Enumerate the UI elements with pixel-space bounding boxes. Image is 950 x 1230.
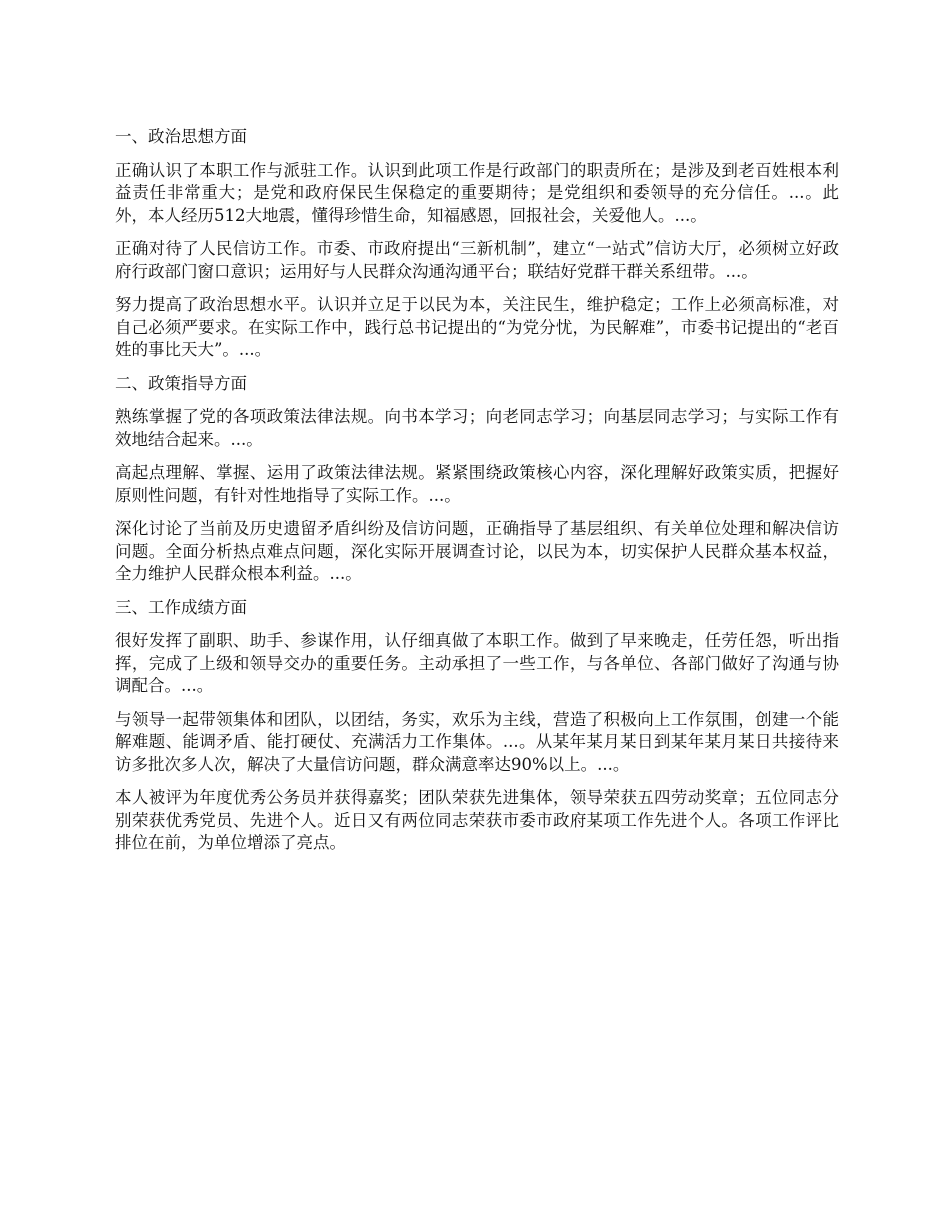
- paragraph: 深化讨论了当前及历史遗留矛盾纠纷及信访问题，正确指导了基层组织、有关单位处理和解决信访问题。全面分析热点难点问题，深化实际开展调查讨论，以民为本，切实保护人民群众基本权益，全力维护人民群众根本利益。...。: [115, 519, 839, 583]
- paragraph: 与领导一起带领集体和团队，以团结，务实，欢乐为主线，营造了积极向上工作氛围，创建一个能解难题、能调矛盾、能打硬仗、充满活力工作集体。...。从某年某月某日到某年某月某日共接待来访多批次多人次，解决了大量信访问题，群众满意率达90%以上。...。: [115, 709, 839, 774]
- paragraph: 很好发挥了副职、助手、参谋作用，认仔细真做了本职工作。做到了早来晚走，任劳任怨，听出指挥，完成了上级和领导交办的重要任务。主动承担了一些工作，与各单位、各部门做好了沟通与协调配合。...。: [115, 631, 839, 695]
- section-achievements: [115, 597, 839, 855]
- section-heading: 三、工作成绩方面: [115, 597, 247, 617]
- paragraph: 熟练掌握了党的各项政策法律法规。向书本学习；向老同志学习；向基层同志学习；与实际工作有效地结合起来。...。: [115, 407, 839, 449]
- section-heading: 一、政治思想方面: [115, 127, 247, 146]
- paragraph: 高起点理解、掌握、运用了政策法律法规。紧紧围绕政策核心内容，深化理解好政策实质，把握好原则性问题，有针对性地指导了实际工作。...。: [115, 463, 839, 505]
- paragraph: 正确对待了人民信访工作。市委、市政府提出“三新机制”，建立“一站式”信访大厅，必须树立好政府行政部门窗口意识；运用好与人民群众沟通沟通平台；联结好党群干群关系纽带。...。: [115, 239, 839, 281]
- section-heading: 二、政策指导方面: [115, 373, 247, 393]
- paragraph: 努力提高了政治思想水平。认识并立足于以民为本，关注民生，维护稳定；工作上必须高标准，对自己必须严要求。在实际工作中，践行总书记提出的“为党分忧，为民解难”，市委书记提出的“老百姓的事比天大”。...。: [115, 295, 839, 359]
- section-policy: [115, 373, 839, 586]
- paragraph: 正确认识了本职工作与派驻工作。认识到此项工作是行政部门的职责所在；是涉及到老百姓根本利益责任非常重大；是党和政府保民生保稳定的重要期待；是党组织和委领导的充分信任。...。此外，本人经历512大地震，懂得珍惜生命，知福感恩，回报社会，关爱他人。...。: [115, 160, 839, 225]
- section-political: [115, 126, 839, 362]
- paragraph: 本人被评为年度优秀公务员并获得嘉奖；团队荣获先进集体，领导荣获五四劳动奖章；五位同志分别荣获优秀党员、先进个人。近日又有两位同志荣获市委市政府某项工作先进个人。各项工作评比排位在前，为单位增添了亮点。: [115, 788, 839, 852]
- document-body: [115, 126, 839, 866]
